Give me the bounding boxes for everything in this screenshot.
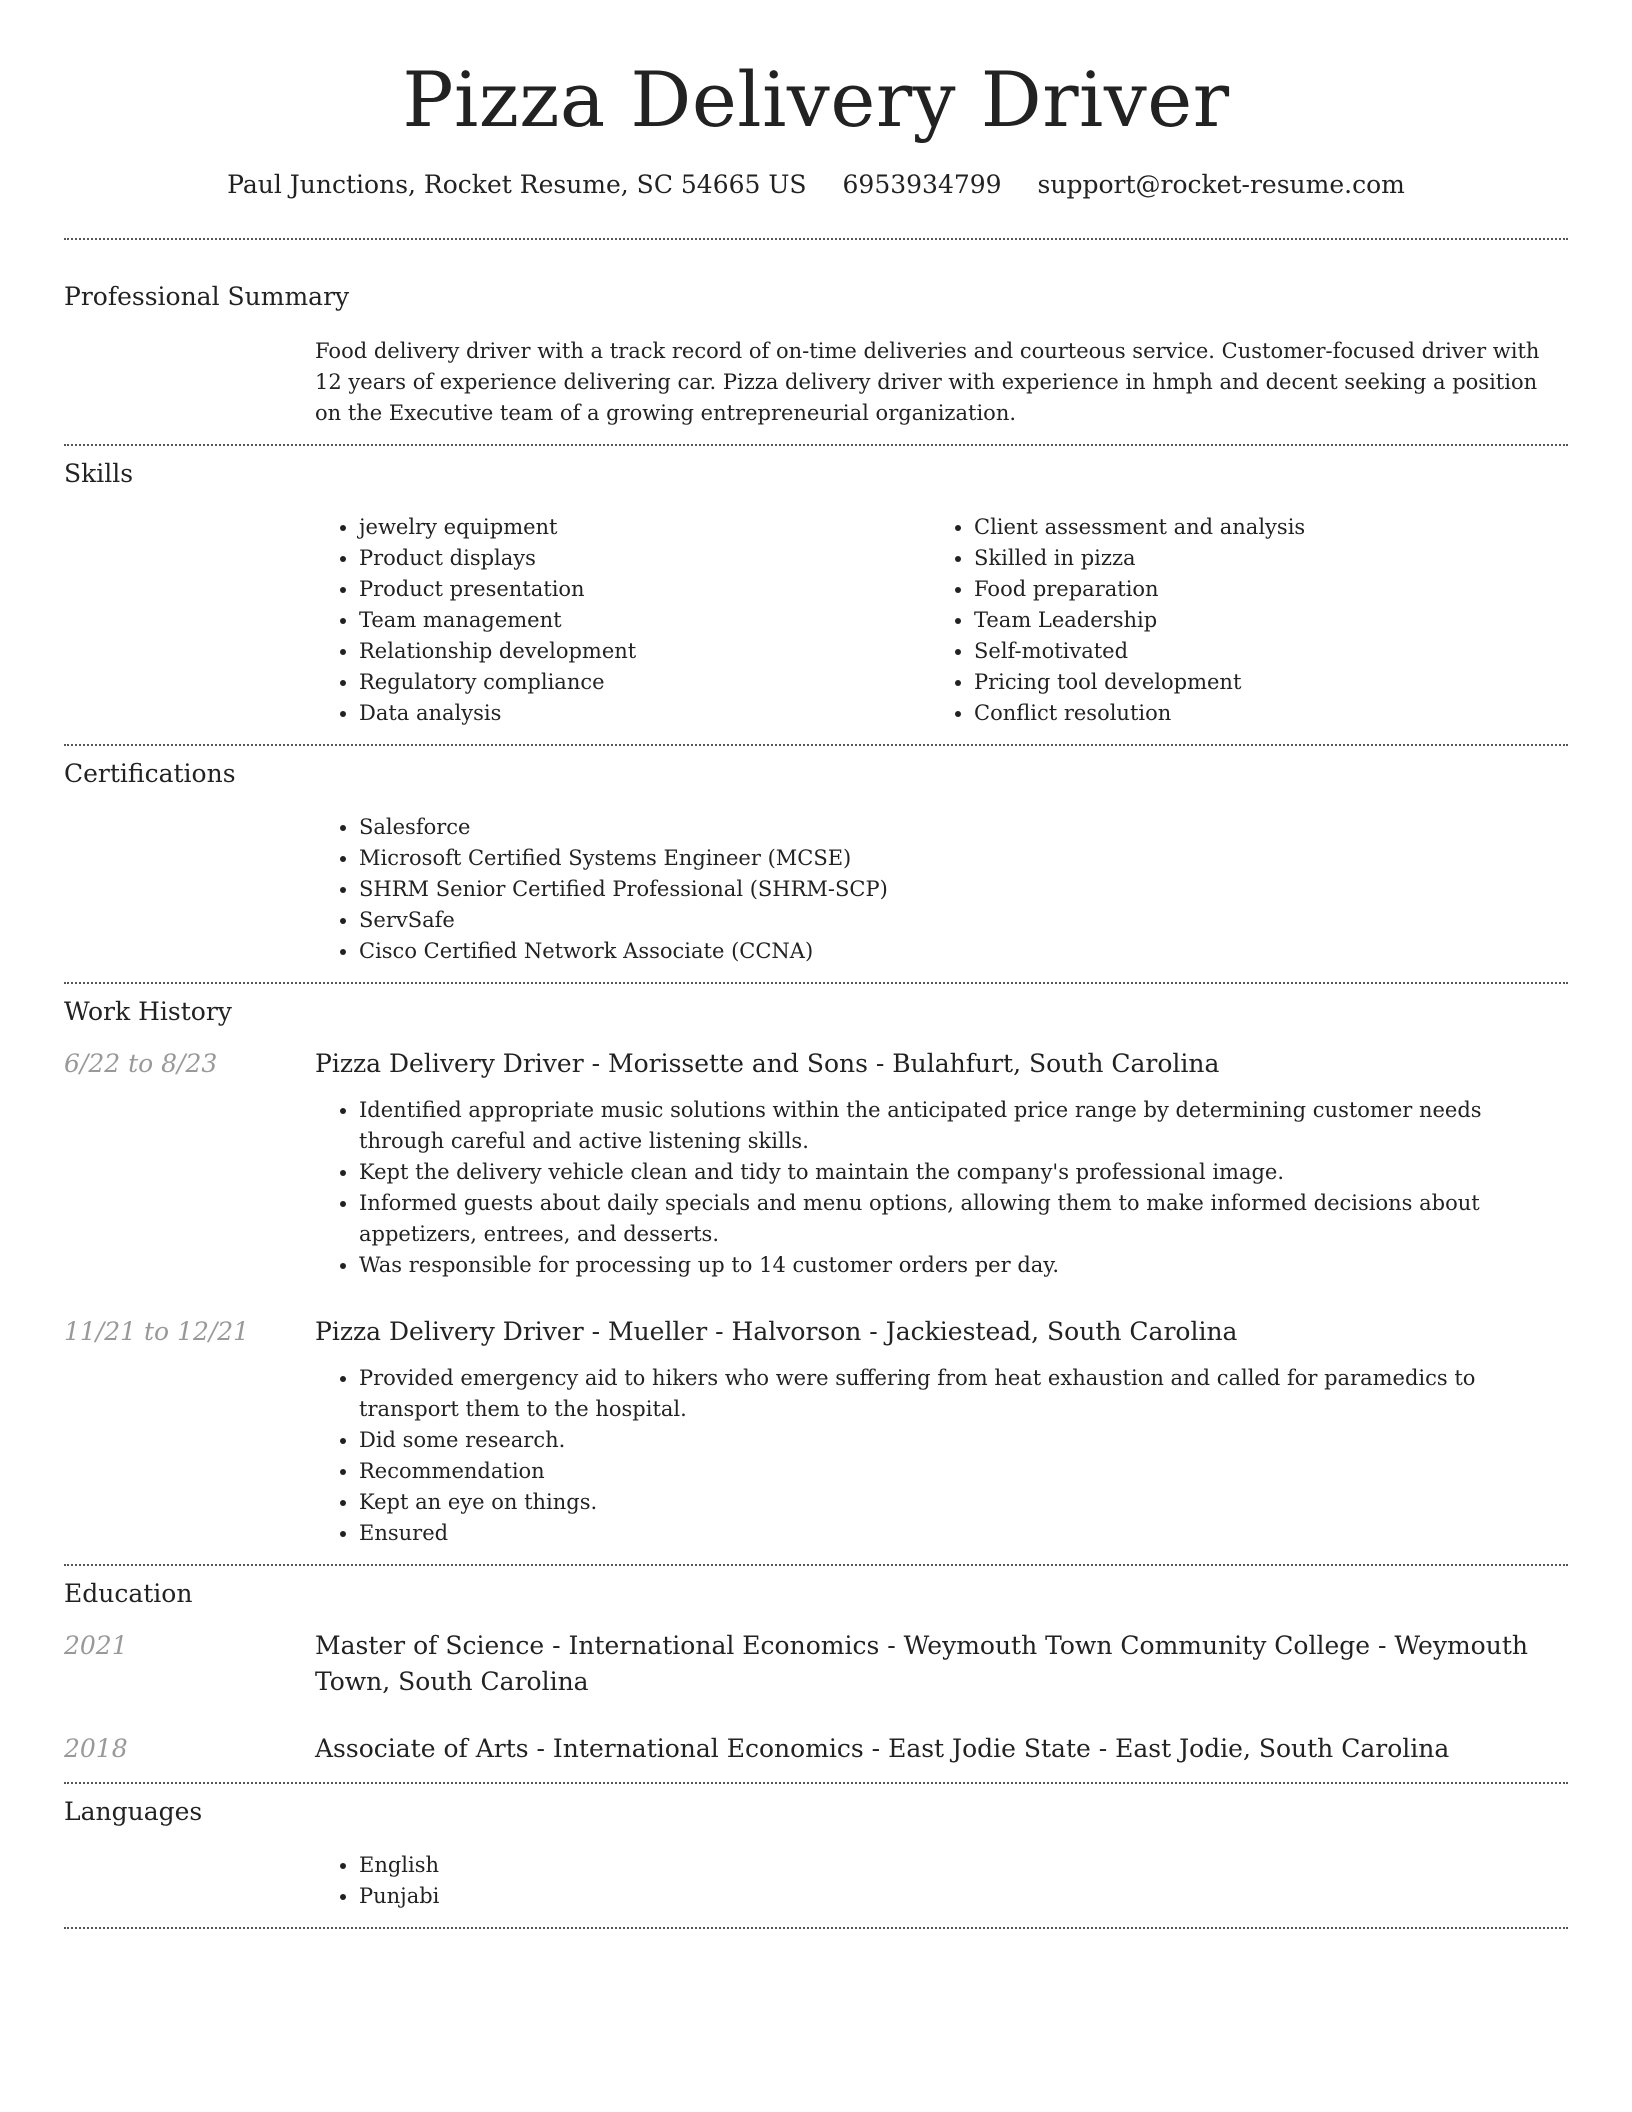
- certifications-section: [64, 746, 1568, 967]
- contact-address: Paul Junctions, Rocket Resume, SC 54665 US: [227, 170, 807, 199]
- divider: [64, 1927, 1568, 1929]
- skill-item: • Data analysis: [359, 698, 930, 729]
- certification-item: • Cisco Certified Network Associate (CCNA): [359, 936, 1568, 967]
- certification-item: • Salesforce: [359, 812, 1568, 843]
- job-bullet: • Provided emergency aid to hikers who were suffering from heat exhaustion and called for paramedics to transport them to the hospital.: [359, 1363, 1568, 1425]
- skill-item: • Regulatory compliance: [359, 667, 930, 698]
- job-dates: 6/22 to 8/23: [64, 1049, 218, 1078]
- skill-item: • Client assessment and analysis: [974, 512, 1545, 543]
- language-item: • English: [359, 1850, 1568, 1881]
- job-bullets: [315, 1363, 1568, 1549]
- skills-list-right: [930, 512, 1545, 729]
- section-title-work: Work History: [64, 997, 232, 1026]
- education-text: Master of Science - International Economics - Weymouth Town Community College - Weymouth Town, South Carolina: [315, 1631, 1528, 1696]
- contact-phone: 6953934799: [842, 170, 1002, 199]
- languages-section: [64, 1784, 1568, 1912]
- certification-item: • Microsoft Certified Systems Engineer (MCSE): [359, 843, 1568, 874]
- job-entry: [64, 1046, 1568, 1281]
- education-section: [64, 1566, 1568, 1767]
- contact-line: [64, 168, 1568, 202]
- summary-text: Food delivery driver with a track record of on-time deliveries and courteous service. Customer-focused driver with 12 years of experience delivering car. Pizza delivery driver with experience in hmph and decent seeking a position on the Executive team of a growing entrepreneurial organization.: [315, 339, 1540, 425]
- job-heading: Pizza Delivery Driver - Mueller - Halvorson - Jackiestead, South Carolina: [315, 1317, 1238, 1346]
- resume-page: [64, 0, 1568, 1929]
- language-item: • Punjabi: [359, 1881, 1568, 1912]
- skill-item: • Team management: [359, 605, 930, 636]
- job-bullet: • Kept the delivery vehicle clean and tidy to maintain the company's professional image.: [359, 1157, 1568, 1188]
- languages-list: [315, 1850, 1568, 1912]
- skills-section: [64, 446, 1568, 729]
- job-bullet: • Identified appropriate music solutions within the anticipated price range by determining customer needs through careful and active listening skills.: [359, 1095, 1568, 1157]
- education-body: [315, 1731, 1568, 1767]
- job-body: [315, 1046, 1568, 1281]
- skill-item: • Skilled in pizza: [974, 543, 1545, 574]
- job-entry: [64, 1314, 1568, 1549]
- job-heading: Pizza Delivery Driver - Morissette and Sons - Bulahfurt, South Carolina: [315, 1049, 1220, 1078]
- work-section: [64, 984, 1568, 1549]
- certifications-content: [315, 812, 1568, 967]
- job-body: [315, 1314, 1568, 1549]
- skills-columns: [315, 512, 1568, 729]
- certification-item: • SHRM Senior Certified Professional (SHRM-SCP): [359, 874, 1568, 905]
- education-text: Associate of Arts - International Economics - East Jodie State - East Jodie, South Carolina: [315, 1734, 1450, 1763]
- education-year: 2021: [64, 1631, 128, 1660]
- contact-email: support@rocket-resume.com: [1037, 170, 1405, 199]
- education-entry: [64, 1731, 1568, 1767]
- job-bullet: • Informed guests about daily specials and menu options, allowing them to make informed decisions about appetizers, entrees, and desserts.: [359, 1188, 1568, 1250]
- skill-item: • Self-motivated: [974, 636, 1545, 667]
- skill-item: • Pricing tool development: [974, 667, 1545, 698]
- job-bullet: • Ensured: [359, 1518, 1568, 1549]
- section-title-education: Education: [64, 1579, 193, 1608]
- skill-item: • jewelry equipment: [359, 512, 930, 543]
- education-year: 2018: [64, 1734, 128, 1763]
- job-bullet: • Did some research.: [359, 1425, 1568, 1456]
- job-bullets: [315, 1095, 1568, 1281]
- certifications-list: [315, 812, 1568, 967]
- skill-item: • Relationship development: [359, 636, 930, 667]
- skill-item: • Product displays: [359, 543, 930, 574]
- certification-item: • ServSafe: [359, 905, 1568, 936]
- skills-list-left: [315, 512, 930, 729]
- skill-item: • Team Leadership: [974, 605, 1545, 636]
- job-bullet: • Kept an eye on things.: [359, 1487, 1568, 1518]
- section-title-languages: Languages: [64, 1797, 203, 1826]
- skill-item: • Food preparation: [974, 574, 1545, 605]
- section-title-skills: Skills: [64, 459, 134, 488]
- skill-item: • Conflict resolution: [974, 698, 1545, 729]
- job-bullet: • Was responsible for processing up to 14 customer orders per day.: [359, 1250, 1568, 1281]
- job-dates: 11/21 to 12/21: [64, 1317, 250, 1346]
- summary-section: [64, 240, 1568, 429]
- education-entry: [64, 1628, 1568, 1700]
- resume-title: Pizza Delivery Driver: [402, 55, 1230, 144]
- section-title-certifications: Certifications: [64, 759, 236, 788]
- section-title-summary: Professional Summary: [64, 282, 350, 311]
- languages-content: [315, 1850, 1568, 1912]
- education-body: [315, 1628, 1568, 1700]
- job-bullet: • Recommendation: [359, 1456, 1568, 1487]
- skill-item: • Product presentation: [359, 574, 930, 605]
